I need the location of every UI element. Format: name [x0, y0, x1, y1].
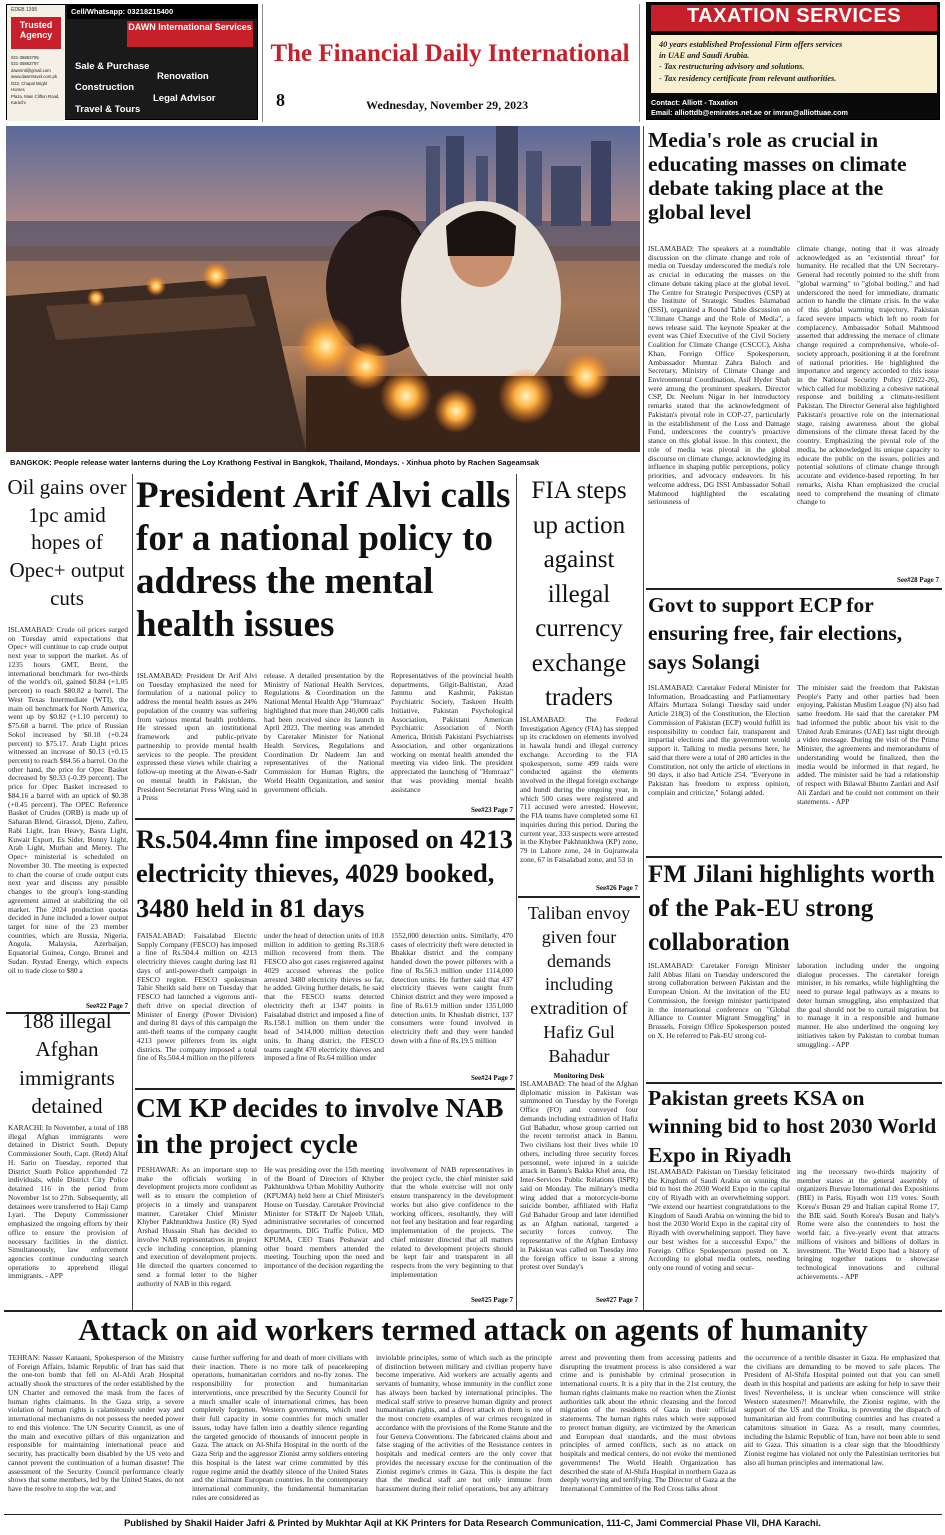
nab-body-col1 — [137, 1166, 257, 1306]
tax-ad-box — [651, 35, 937, 93]
tax-ad-line: - Tax restructuring advisory and solutions. — [659, 62, 805, 72]
fm-body-col1 — [648, 962, 790, 1080]
taxation-services-ad — [646, 2, 940, 120]
trusted-agency-logo — [7, 5, 65, 121]
aid-headline: Attack on aid workers termed attack on agents of humanity — [78, 1312, 868, 1347]
media-text-col1: ISLAMABAD: The speakers at a roundtable discussion on the climate change and role of media on Tuesday underscored the media's role as crucial in educating the masses on the climate debate taking place at the global level. The Centre for Strategic Perspectives (CSP) at the Institute of Strategic Studies Islamabad (ISSI), organized a Round Table discussion on "Climate Change and the Role of Media", a news release said. The keynote Speaker at the event was Chief Executive of the Civil Society Coalition for Climate Change (CSCCC), Aisha Khan, Foreign Office Spokesperson, Ambassador Mumtaz Zahra Baloch and Secretary, Ministry of Climate Change and Environmental Coordination, Asif Hyder Shah were among the prominent speakers. Director CSP, Dr. Neelum Nigar in her introductory remarks stated that the acknowledgment of Pakistan's pivotal role in COP-27, particularly in the establishment of the Loss and Damage Fund, underscores the country's proactive stance on this global issue. In this context, the role of media was pivotal in the global discourse on climate change, acknowledging its influence in shaping public perceptions, policy priorities, and advocacy endeavors. In his welcome address, DG ISSI Ambassador Sohail Mahmood highlighted the escalating seriousness of — [648, 245, 790, 507]
nab-text-col1: PESHAWAR: As an important step to make the officials working in development projects more confident as well as to ensure the completion of projects in a timely and transparent manner, Caretaker Chief Minister Khyber Pakhtunkhwa Justice (R) Syed Arshad Hussain Shah has decided to involve NAB representatives in project cycle including conception, planning and execution of development projects. He directed the quarters concerned to send a formal letter to the higher authority of NAB in this regard. — [137, 1166, 257, 1288]
afghan-text: KARACHI: In November, a total of 188 illegal Afghan immigrants were detained in District South. Deputy Commissioner South, Capt. (Retd) Altaf H. Sario on Tuesday, reported that District South Police apprehended 72 individuals, while District City Police detained 116 in the period from November 1st to 27th. Subsequently, all detainees were transferred to Haji Camp Lyari. The Deputy Commissioner emphasized the ongoing efforts by their office to ensure the provision of necessary facilities in the district. Simultaneously, law enforcement agencies continue conducting search operations to apprehend illegal immigrants. - APP — [8, 1124, 128, 1281]
fine-body-col3 — [391, 932, 513, 1072]
alvi-headline: President Arif Alvi calls for a national policy to address the mental health issues — [136, 475, 511, 645]
fm-headline: FM Jilani highlights worth of the Pak-EU strong collaboration — [648, 861, 935, 956]
ksa-text-col2: ing the necessary two-thirds majority of member states at the general assembly of organizers Bureau International des Expositions (BIE) in Paris, Riyadh won 119 votes. South Korea's Busan 29 and Italian capital Rome 17, the BIE said. South Korea's Busan and Italy's Rome were also the contenders to host the world fair, a five-yearly event that attracts millions of visitors and billions of dollars in investment. The World Expo had a history of bringing together nations to showcase technological innovations and cultural achievements. - APP — [797, 1168, 939, 1281]
taliban-text: ISLAMABAD: The head of the Afghan diplomatic mission in Pakistan was summoned on Tuesday by the Foreign Office (FO) and conveyed four demands including extradition of Hafiz Gul Bahadur, whose group carried out the recent terrorist attack in Bannu. Two civilians lost their lives while 10 others, including three security forces personnel, were injured in a suicide attack in Bannu's Bakka Khel area, the Inter-Services Public Relations (ISPR) said on Monday. The military's media wing added that a motorcycle-borne suicide bomber, affiliated with Hafiz Gul Bahadur Group and later identified as an Afghan national, targeted a security forces convoy. The representative of the Afghan Embassy in Pakistan was called on Tuesday into the foreign office to issue a strong protest over Sunday's — [520, 1080, 638, 1272]
photo-caption: BANGKOK: People release water lanterns during the Loy Krathong Festival in Bangkok, Thailand, Mondays. - Xinhua photo by Rachen Sageamsak — [10, 458, 540, 467]
loy-krathong-photo — [6, 126, 640, 452]
ad-service: Renovation — [157, 71, 209, 82]
taliban-headline: Taliban envoy given four demands including extradition of Hafiz Gul Bahadur — [527, 903, 631, 1066]
ad-contact-line: 021-35863797 — [11, 61, 39, 67]
ad-service: Sale & Purchase — [75, 61, 150, 72]
aid-body-col4 — [560, 1354, 736, 1514]
aid-text-col2: cause further suffering for and death of more civilians with their inaction. There is no more talk of peacekeeping operations, humanitarian corridors and no-fly zones. The responsibility for protection and humanitarian interventions, once prescribed by the Security Council for a much smaller scale of international crimes, has been completely forgotten. Western governments, which used their full capacity in some countries for much smaller issues, today have fallen into a deathly silence regarding the targeted genocide of thousands of innocent people in Gaza. The attack on Al-Shifa Hospital in the north of the Gaza Strip and the aggressor Zionist army soldiers entering this hospital is the latest war crime committed by this rogue regime amid the deathly silence of the United States and the claimant European countries. In the contemporary international community, the fundamental humanitarian rules are considered as — [192, 1354, 368, 1502]
divider — [4, 1514, 942, 1515]
aid-body-col1 — [8, 1354, 184, 1514]
aid-body-col5 — [744, 1354, 940, 1514]
ecp-text-col1: ISLAMABAD: Caretaker Federal Minister for Information, Broadcasting and Parliamentary Affairs Murtaza Solangi Tuesday said under Article 218(3) of the Constitution, the Election Commission of Pakistan (ECP) would fulfill its responsibility to conduct fair, transparent and impartial elections and the government would support it. Talking to media persons here, he said that there were a total of 280 articles in the Constitution, not only the article of elections in 90 days, it also had Article 254. "Everyone in Pakistan has freedom to express opinion, complain and criticize," Solangi added. — [648, 684, 790, 797]
fia-body — [520, 716, 638, 884]
fia-text: ISLAMABAD: The Federal Investigation Agency (FIA) has stepped up its crackdown on elements involved in hawala hundi and illegal currency exchange. According to the FIA spokesperson, some 499 raids were conducted against the elements involved in the illegal foreign exchange and hundi during the ongoing year, in which 500 cases were registered and 711 accused were arrested. However, the FIA teams have completed some 61 inquiries during this period. During the current year, 333 suspects were arrested in the Khyber Pakhtunkhwa (KP) zone, 79 in Lahore zone, 24 in Gujranwala zone, 67 in Faisalabad zone, and 53 in — [520, 716, 638, 864]
ad-contact-line: Plaza, Main Clifton Road, — [11, 93, 60, 99]
fm-text-col1: ISLAMABAD: Caretaker Foreign Minister Jalil Abbas Jilani on Tuesday underscored the strong collaboration between Pakistan and the European Union. At the invitation of the EU Commission, the foreign minister participated in the international conference on "Global Alliance to Counter Migrant Smuggling" in Brussels, Foreign Office Spokesperson posted on X. He referred to Pak-EU strong col- — [648, 962, 790, 1040]
fia-headline: FIA steps up action against illegal currency exchange traders — [531, 477, 627, 711]
media-headline: Media's role as crucial in educating masses on climate debate taking place at the global level — [648, 128, 907, 225]
ecp-body-col2 — [797, 684, 939, 852]
ad-contact-line: D22, Chapal Bright Homes — [11, 80, 48, 93]
aid-text-col5: the occurrence of a terrible disaster in Gaza. He emphasized that the civilians are demanding to be moved to safe places. The President of Al-Shifa Hospital pointed out that you can smell death in this hospital and patients are asking for help to save their lives! Nevertheless, it is unclear when conscience will strike Western statesmen?! Meanwhile, the Zionist regime, with the support of the US and the Troika, is preventing the dispatch of humanitarian aid from contributing countries and has created a calamitous situation in Gaza. As a result, many countries, including the Islamic Republic of Iran, have not been able to send aid to Gaza. This situation is a clear sign that the bloodthirsty Zionist regime has violated not only the Palestinian territories but also all human principles and international law. — [744, 1354, 940, 1467]
ad-service: Legal Advisor — [153, 93, 216, 104]
fine-see-more: See#24 Page 7 — [471, 1074, 513, 1082]
tax-ad-line: 40 years established Professional Firm offers services — [659, 40, 843, 49]
lantern-festival-image — [6, 126, 640, 452]
nab-headline: CM KP decides to involve NAB in the project cycle — [136, 1092, 504, 1160]
fm-text-col2: laboration including under the ongoing dialogue processes. The caretaker foreign minister, in his remarks, while highlighting the need to pursue legal pathways as a means to deter human smuggling, also emphasized that the goal should not be to curtail migration but to manage it in a responsible and humane manner. He also underlined the ongoing key initiatives taken by Pakistan to combat human smuggling. - APP — [797, 962, 939, 1049]
alvi-text-col1: ISLAMABAD: President Dr Arif Alvi on Tuesday emphasized the need for formulation of a national policy to address the mental health issues as 24% population of the country was suffering from various mental health problems. He stressed upon an institutional framework and public-private partnership to provide mental health services to the people. The president expressed these views while chairing a follow-up meeting at the Aiwan-e-Sadr on mental health in Pakistan, the President Secretariat Press Wing said in a Press — [137, 672, 257, 803]
fine-text-col3: 1552,000 detection units. Similarly, 470 cases of electricity theft were detected in Bhakkar district and the company handed down the power pilferers with a fine of Rs.56.3 million under 1114,000 detection units. He further said that 437 electricity thieves were caught from Chiniot district and they were imposed a fine of Rs.61.9 million under 1351,000 detection units. In Khushab district, 137 consumers were found involved in electricity theft and they were handed down with a fine of Rs.19.5 million — [391, 932, 513, 1045]
ad-contact-line: Karachi — [11, 100, 26, 106]
ecp-headline: Govt to support ECP for ensuring free, fair elections, says Solangi — [648, 593, 903, 674]
media-body-col2 — [797, 245, 939, 579]
ad-whatsapp: Cell/Whatsapp: 03218215400 — [67, 5, 257, 19]
ad-contact-line: 021-35863795 — [11, 55, 39, 60]
afghan-headline: 188 illegal Afghan immigrants detained — [19, 1009, 115, 1119]
oil-headline: Oil gains over 1pc amid hopes of Opec+ output cuts — [7, 475, 127, 610]
taliban-see-more: See#27 Page 7 — [596, 1296, 638, 1304]
alvi-body-col1 — [137, 672, 257, 814]
media-text-col2: climate change, noting that it was already acknowledged as an "existential threat" for humanity. He recalled that the UN Secretary-General had recently pointed to the shift from "global warming" to "global boiling," and had underscored the need for immediate, dramatic action to handle the climate crisis. In the wake of this global warming trajectory, Pakistan faced severe impacts which left no room for complacency. Ambassador Sohail Mahmood asserted that addressing the menace of climate change required a comprehensive, whole-of-society approach, positioning it at the forefront of national priorities. He highlighted the importance and urgency accorded to this issue in the National Security Policy (2022-26), which called for mobilizing a cohesive national response and building a climate-resilient Pakistan. The Director General also highlighted Pakistan's proactive role on the international stage, raising awareness about the global dimensions of the climate threat faced by the country. Emphasizing the pivotal role of the media, he acknowledged its unique capacity to educate the public on the issues, policies and potential solutions of climate change through accurate and evidence-based reporting. In her remarks, Aisha Khan emphasized the crucial need to comprehend the meaning of climate change to — [797, 245, 939, 507]
media-body-col1 — [648, 245, 790, 585]
trusted-agency-badge: Trusted Agency — [11, 17, 61, 49]
nab-body-col3 — [391, 1166, 513, 1296]
alvi-see-more: See#23 Page 7 — [471, 806, 513, 814]
aid-text-col3: inviolable principles, some of which such as the principle of distinction between military and civilian property have become imperative. Aid workers are actually agents and servants of humanity, whose immunity in the conflict zone has always been backed by international principles. The medical staff strive to preserve human dignity and protect humanitarian rights, and a direct attack on them is one of the most concrete examples of war crimes recognized in accordance with the provisions of the Rome Statute and the four Geneva Conventions. The fabricated claims about and false staging of the activities of the Resistance centers in hospitals and medical centers are the only cover that provides the necessary excuse for the continuation of the Zionist regime's crimes in Gaza. This is despite the fact that the medical staff are not only immune from harassment during their relief operations, but any arbitrary — [376, 1354, 552, 1494]
ksa-body-col1 — [648, 1168, 790, 1306]
divider — [135, 818, 515, 820]
aid-body-col2 — [192, 1354, 368, 1514]
aid-body-col3 — [376, 1354, 552, 1514]
ad-code: EDEB 1395 — [11, 7, 38, 13]
fine-text-col1: FAISALABAD: Faisalabad Electric Supply Company (FESCO) has imposed a fine of Rs.504.4 million on 4213 electricity thieves caught during last 81 days of anti-power-theft campaign in FESCO region. FESCO spokesman Tahir Sheikh said here on Tuesday that FESCO had launched a vigorous anti-theft drive on special direction of Minister of Energy (Power Division) and during 81 days of this campaign the anti-theft teams of the company caught 4213 power pilferers from its eight districts. The company imposed a total fine of Rs.504.4 million on the pilferers — [137, 932, 257, 1063]
ecp-text-col2: The minister said the freedom that Pakistan People's Party and other parties had been enjoying, Pakistan Muslim League (N) also had same freedom. He said that the caretaker PM had informed the public about his visit to the United Arab Emirates (UAE) last night through a video message. During the visit of the Prime Minister, the agreements and memorandums of understanding would be finalized, then the media would be informed in that regard, he added. The minister said he had a relationship of respect with Bilawal Bhutto Zardari and Asif Ali Zardari and he could not comment on their statements. - APP — [797, 684, 939, 806]
divider — [518, 896, 640, 898]
fia-see-more: See#26 Page 7 — [596, 884, 638, 892]
ad-contact-line: www.dawntravel.com.pk — [11, 74, 58, 80]
publisher-imprint: Published by Shakil Haider Jafri & Printed by Mukhtar Aqil at KK Printers for Data Research Communication, 111-C, Jami Commercial Phase VII, DHA Karachi. — [124, 1518, 821, 1528]
nab-text-col2: He was presiding over the 15th meeting of the Board of Directors of Khyber Pakhtunkhwa Urban Mobility Authority (KPUMA) held here at Chief Minister's House on Tuesday. Caretaker Provincial Minister for ST&IT Dr Najeeb Ullah, administrative secretaries of concerned departments, DIG Traffic Police, MD KPUMA, CEO Trans Peshawar and other board members attended the meeting. Touching upon the need and importance of the decision regarding the — [264, 1166, 384, 1271]
afghan-body — [8, 1124, 128, 1306]
alvi-body-col2 — [264, 672, 384, 814]
tax-ad-email: Email: alliottdb@emirates.net.ae or imran@alliottuae.com — [651, 108, 848, 118]
ksa-headline: Pakistan greets KSA on winning bid to host 2030 World Expo in Riyadh — [648, 1086, 937, 1167]
newspaper-title: The Financial Daily International — [270, 40, 630, 67]
oil-see-more: See#22 Page 7 — [86, 1002, 128, 1010]
aid-text-col1: TEHRAN: Nasser Kanaani, Spokesperson of the Ministry of Foreign Affairs, Islamic Republic of Iran has said that the one-ton bomb that fell on Al-Ahli Arab Hospital actually shook the structures of the order established by the UN Charter and removed the mask from the faces of human rights claimants. In the Gaza strip, a severe violation of human rights is calamitously under way and international mechanisms do not possess the needed power to end this violence. The UN Security Council, as one of the main and executive pillars of this organization and responsible for maintaining international peace and security, has practically been disabled by the US veto and cannot prevent the continuation of a human disaster! The assessment of the Security Council performance clearly shows that some members, led by the United States, do not have the resolve to stop the war, and — [8, 1354, 184, 1494]
fine-headline: Rs.504.4mn fine imposed on 4213 electricity thieves, 4029 booked, 3480 held in 81 days — [136, 824, 513, 923]
nab-body-col2 — [264, 1166, 384, 1306]
ksa-body-col2 — [797, 1168, 939, 1306]
alvi-text-col3: Representatives of the provincial health departments, Gilgit-Baltistan, Azad Jammu and Kashmir, Pakistan Psychiatric Society, Taskeen Health Initiative, Pakistan Psychological Association, Pakistani American Psychiatric Association of North America, British Pakistani Psychiatrists Association, and other organizations working on mental health attended the meeting via video link. The president appreciated the launching of "Humraaz" that was providing mental health assistance — [391, 672, 513, 794]
fine-text-col2: under the head of detection units of 10.8 million in addition to getting Rs.318.6 million recovered from them. The FESCO also got cases registered against 4029 accused whereas the police arrested 3480 electricity thieves so far, he added. Giving further details, he said that the FESCO teams detected electricity theft at 1347 points in Faisalabad district and imposed a fine of Rs.158.1 million on them under the head of 3414,000 million detection units. In Jhang district, the FESCO teams caught 470 electricity thieves and imposed a fine of Rs.64 million under — [264, 932, 384, 1063]
oil-body — [8, 626, 128, 1004]
column-rule — [643, 126, 644, 1310]
tax-ad-title: TAXATION SERVICES — [651, 5, 937, 31]
oil-text: ISLAMABAD: Crude oil prices surged on Tuesday amid expectations that Opec+ will continue to cap crude output next year to support the market. As of 1235 hours GMT, Brent, the international benchmark for two-thirds of the world's oil, gained $0.84 (+1.05 percent) to reach $80.82 a barrel. The West Texas Intermediate (WTI), the main oil benchmark for North America, went up by $0.82 (+1.10 percent) to $75.68 a barrel. The price of Russian Sokol increased by $0.18 (+0.24 percent) to $75.17. Arab Light prices witnessed an increase of $0.13 (+0.15 percent) to reach $84.56 a barrel. On the other hand, the price for Opec Basket decreased by $0.33 (-0.39 percent). The price for Opec Basket increased to $84.16 a barrel with an uptick of $0.38 (+0.45 percent). The OPEC Reference Basket of Crudes (ORB) is made up of Saharan Blend, Girassol, Djeno, Zafiro, Rabi Light, Iran Heavy, Basra Light, Kuwait Export, Es Sider, Bonny Light, Arab Light, Murban and Merey. The Opec+ ministerial is scheduled on November 30. The meeting is expected to chart the course of crude output cuts next year and discuss any possible changes to the group's long-standing agreement aimed at stabilizing the oil market. The 2024 production quotas decided in June included a lower output target for nine of the 23 member countries, which are Russia, Nigeria, Angola, Malaysia, Azerbaijan, Equatorial Guinea, Congo, Brunei and Sudan. Rystad Energy, which expects oil to trade close to $80 a — [8, 626, 128, 975]
nab-text-col3: involvement of NAB representatives in the project cycle, the chief minister said that the whole exercise will not only ensure transparency in the development works but also give confidence to the working officers, resultantly, they will not feel any hesitation and fear regarding implementation of the projects. The chief minister directed that all matters related to development projects should be kept fair and transparent in all respects from the very beginning to that implementation — [391, 1166, 513, 1279]
taliban-byline: Monitoring Desk — [553, 1072, 605, 1080]
fine-body-col2 — [264, 932, 384, 1084]
tax-ad-contact: Contact: Alliott - Taxation — [651, 98, 738, 107]
tax-ad-line: - Tax residency certificate from relevant authorities. — [659, 73, 837, 83]
column-rule — [516, 474, 517, 1310]
nab-see-more: See#25 Page 7 — [471, 1296, 513, 1304]
ad-service: Construction — [75, 82, 135, 93]
dawn-international-ad — [6, 4, 258, 120]
alvi-body-col3 — [391, 672, 513, 806]
column-rule — [132, 474, 133, 1310]
taliban-body — [520, 1080, 638, 1294]
ksa-text-col1: ISLAMABAD: Pakistan on Tuesday felicitated the Kingdom of Saudi Arabia on winning the bid to host the 2030 World Expo in the capital city of Riyadh with an overwhelming support. "We extend our heartiest congratulations to the Kingdom of Saudi Arabia on winning the bid to host the 2030 World Expo in the capital city of Riyadh with overwhelming support. They have our best wishes for a successful Expo," the Foreign Office Spokesperson posted on X. According to global media outlets, needing only one round of voting and secur- — [648, 1168, 790, 1273]
ecp-body-col1 — [648, 684, 790, 852]
fm-body-col2 — [797, 962, 939, 1080]
issue-date: Wednesday, November 29, 2023 — [366, 98, 529, 112]
tax-ad-line: in UAE and Saudi Arabia. — [659, 51, 750, 61]
fine-body-col1 — [137, 932, 257, 1084]
aid-text-col4: arrest and preventing them from accessing patients and disrupting the treatment process is also considered a war crime and is punishable by criminal prosecution in international courts. It is a pity that in the 21st century, the human rights claimants make no reaction when the Zionist authorities talk about the ethnic cleansing and the forced migration of the residents of Gaza in their official statements. The human rights rules which were supposed to protect human dignity, are victimized by the American and European dual standards, and the most obvious principles of armed conflicts, such as no attack on hospitals and medical centers, do not evoke the mentioned governments! The World Health Organization has described the state of Al-Shifa Hospital in northern Gaza as deeply worrying and terrifying. The Director of Gaza at the International Committee of the Red Cross talks about — [560, 1354, 736, 1494]
ad-contact-lines — [11, 55, 61, 107]
divider — [646, 588, 942, 590]
ad-contact-line: dawnintl@gmail.com — [11, 67, 51, 73]
alvi-text-col2: release. A detailed presentation by the Ministry of National Health Services, Regulations & Coordination on the National Mental Health App "Humraaz" highlighted that more than 240,000 calls had been received since its launch in April 2023. The meeting was attended by Caretaker Minister for National Health Services, Regulations and Coordination Dr Nadeem Jan and representatives of the National Commission for Human Rights, the World Health Organization, and senior government officials. — [264, 672, 384, 794]
ad-service: Travel & Tours — [75, 104, 141, 115]
ad-company-name: DAWN International Services — [127, 21, 253, 47]
page-number: 8 — [276, 90, 285, 110]
media-see-more: See#28 Page 7 — [897, 576, 939, 584]
